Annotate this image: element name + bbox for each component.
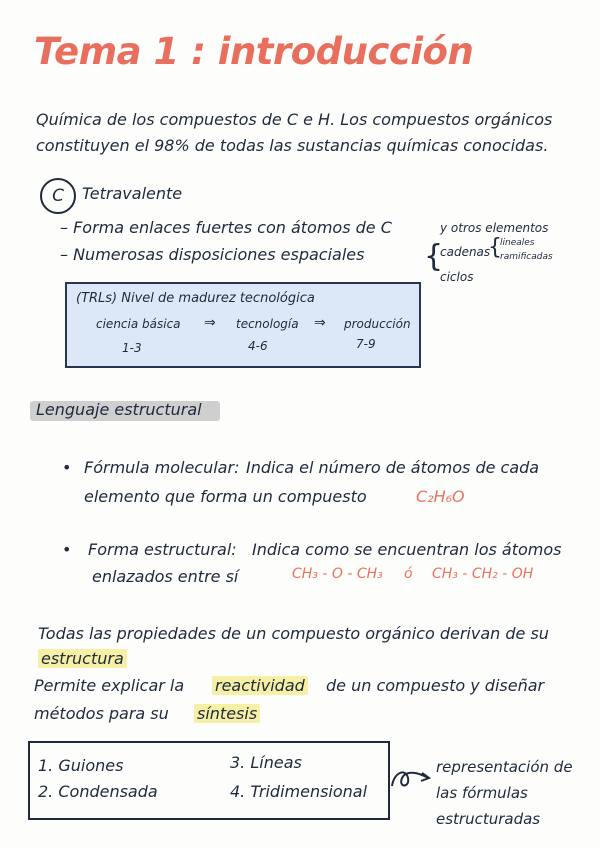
molecular-example: C₂H₆O <box>416 487 465 506</box>
highlight-sintesis: síntesis <box>194 704 260 723</box>
highlight-reactividad: reactividad <box>212 676 308 695</box>
curly-arrow-icon <box>388 764 434 792</box>
trl-range-2: 4-6 <box>248 339 268 353</box>
bullet-dot-2: • <box>62 540 72 559</box>
propiedades-line-2-post: de un compuesto y diseñar <box>326 676 545 695</box>
ciclos-label: ciclos <box>440 270 474 284</box>
trl-stage-tecnologia: tecnología <box>236 317 299 331</box>
trl-arrow-1: ⇒ <box>204 315 216 331</box>
estructural-or: ó <box>404 566 413 582</box>
estructural-example-2: CH₃ - CH₂ - OH <box>432 566 534 582</box>
representation-item-3: 3. Líneas <box>230 753 302 772</box>
trl-stage-ciencia: ciencia básica <box>96 317 181 331</box>
carbon-bullet-enlaces: – Forma enlaces fuertes con átomos de C <box>60 218 392 237</box>
propiedades-line-2-pre: Permite explicar la <box>34 676 185 695</box>
estructural-example-1: CH₃ - O - CH₃ <box>292 566 383 582</box>
cadenas-label: cadenas <box>440 245 491 259</box>
brace-left-1: { <box>424 239 444 274</box>
page-title: Tema 1 : introducción <box>34 30 474 73</box>
intro-line-1: Química de los compuestos de C e H. Los compuestos orgánicos <box>36 110 553 129</box>
representation-item-4: 4. Tridimensional <box>230 782 368 801</box>
estructural-line-1: Indica como se encuentran los átomos <box>252 540 562 559</box>
carbon-bullet-enlaces-note: y otros elementos <box>440 221 549 235</box>
propiedades-line-3-pre: métodos para su <box>34 704 169 723</box>
tetravalente-label: Tetravalente <box>82 184 183 203</box>
estructural-label: Forma estructural: <box>88 540 237 559</box>
trl-stage-produccion: producción <box>344 317 411 331</box>
carbon-circle-symbol: C <box>40 178 76 214</box>
representation-item-2: 2. Condensada <box>38 782 158 801</box>
representation-item-1: 1. Guiones <box>38 756 124 775</box>
highlight-estructura: estructura <box>38 649 127 668</box>
estructural-line-2: enlazados entre sí <box>92 567 239 586</box>
intro-line-2: constituyen el 98% de todas las sustancias químicas conocidas. <box>36 136 549 155</box>
carbon-bullet-disposiciones: – Numerosas disposiciones espaciales <box>60 245 365 264</box>
trl-arrow-2: ⇒ <box>314 315 326 331</box>
molecular-line-2: elemento que forma un compuesto <box>84 487 367 506</box>
trl-range-3: 7-9 <box>356 337 376 351</box>
representation-note-line-1: representación de <box>436 758 573 776</box>
molecular-line-1: Indica el número de átomos de cada <box>246 458 540 477</box>
lenguaje-heading: Lenguaje estructural <box>36 400 202 419</box>
ramificadas-label: ramificadas <box>500 252 553 262</box>
propiedades-line-1: Todas las propiedades de un compuesto orgánico derivan de su <box>38 624 549 643</box>
molecular-label: Fórmula molecular: <box>84 458 240 477</box>
representation-note-line-3: estructuradas <box>436 810 541 828</box>
representation-note-line-2: las fórmulas <box>436 784 528 802</box>
lineales-label: lineales <box>500 238 535 248</box>
trl-heading: (TRLs) Nivel de madurez tecnológica <box>76 291 315 306</box>
trl-range-1: 1-3 <box>122 341 142 355</box>
bullet-dot-1: • <box>62 458 72 477</box>
brace-left-2: { <box>488 235 502 260</box>
representation-list-box <box>28 741 390 820</box>
